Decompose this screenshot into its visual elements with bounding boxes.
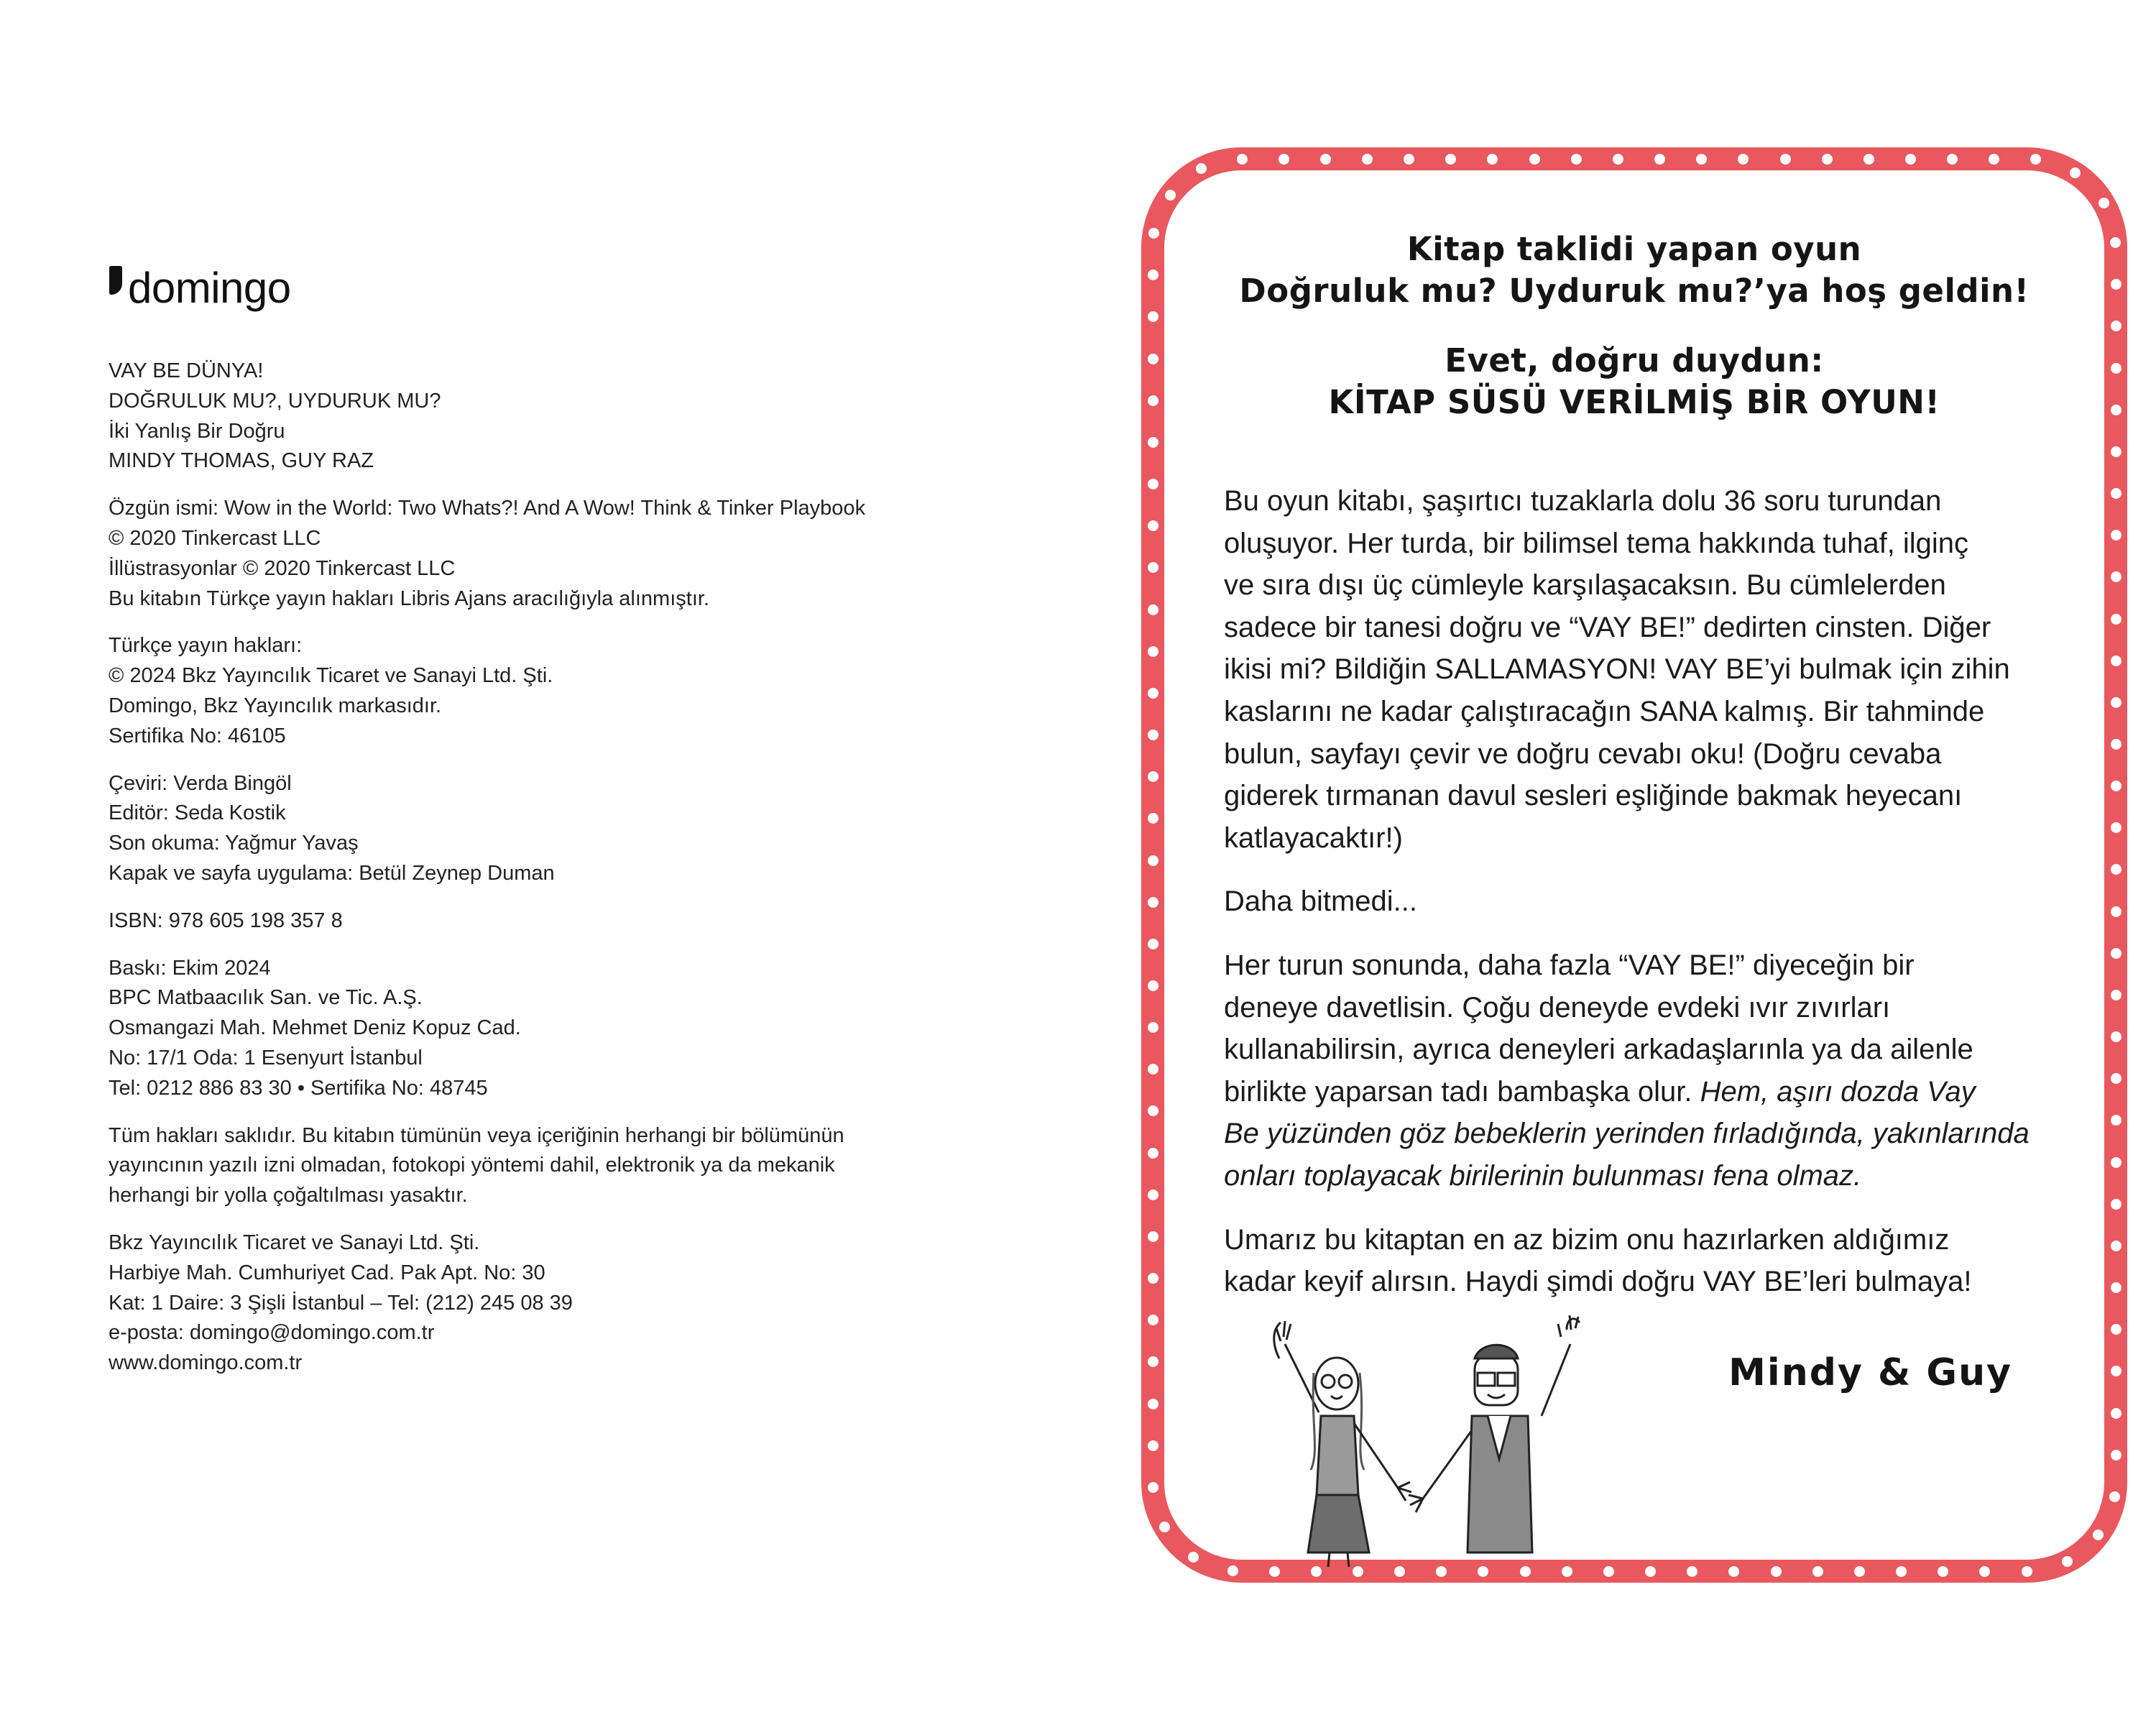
imprint-line: BPC Matbaacılık San. ve Tic. A.Ş. bbox=[109, 986, 423, 1010]
imprint-line: Son okuma: Yağmur Yavaş bbox=[109, 832, 359, 855]
headline-line: Evet, doğru duydun: bbox=[1445, 341, 1824, 380]
paragraph-line: ikisi mi? Bildiğin SALLAMASYON! VAY BE’yi bulmak için zihin bbox=[1224, 653, 2010, 686]
imprint-line: © 2020 Tinkercast LLC bbox=[109, 526, 321, 550]
imprint-line: Tüm hakları saklıdır. Bu kitabın tümünün veya içeriğinin herhangi bir bölümünün bbox=[109, 1123, 844, 1147]
paragraph-line: Umarız bu kitaptan en az bizim onu hazırlarken aldığımız bbox=[1224, 1223, 1950, 1256]
paragraph-line: kaslarını ne kadar çalıştıracağın SANA kalmış. Bir tahminde bbox=[1224, 695, 1985, 727]
imprint-line: Bu kitabın Türkçe yayın hakları Libris Ajans aracılığıyla alınmıştır. bbox=[109, 586, 710, 610]
imprint-line: No: 17/1 Oda: 1 Esenyurt İstanbul bbox=[109, 1046, 423, 1070]
imprint-line: DOĞRULUK MU?, UYDURUK MU? bbox=[109, 389, 441, 413]
imprint-line: ISBN: 978 605 198 357 8 bbox=[109, 908, 343, 932]
imprint-line: Harbiye Mah. Cumhuriyet Cad. Pak Apt. No: 30 bbox=[109, 1261, 545, 1284]
imprint-block bbox=[109, 954, 1043, 1104]
imprint-line: İki Yanlış Bir Doğru bbox=[109, 419, 285, 443]
guy-figure bbox=[1409, 1315, 1580, 1552]
intro-paragraph bbox=[1224, 944, 2058, 1197]
imprint-line: Editör: Seda Kostik bbox=[109, 801, 286, 825]
welcome-headline bbox=[1164, 229, 2104, 312]
intro-paragraph bbox=[1224, 880, 2058, 923]
logo-wordmark: domingo bbox=[128, 264, 291, 312]
imprint-line: e-posta: domingo@domingo.com.tr bbox=[109, 1321, 435, 1345]
imprint-line: Kapak ve sayfa uygulama: Betül Zeynep Duman bbox=[109, 861, 555, 885]
imprint-text bbox=[109, 356, 1043, 1396]
imprint-block bbox=[109, 494, 1043, 614]
paragraph-line: katlayacaktır!) bbox=[1224, 822, 1403, 854]
imprint-line: VAY BE DÜNYA! bbox=[109, 359, 264, 382]
paragraph-text: birlikte yaparsan tadı bambaşka olur. bbox=[1224, 1075, 1700, 1108]
imprint-line: Domingo, Bkz Yayıncılık markasıdır. bbox=[109, 694, 442, 717]
paragraph-line: kadar keyif alırsın. Haydi şimdi doğru VAY BE’leri bulmaya! bbox=[1224, 1266, 1972, 1298]
imprint-line: Türkçe yayın hakları: bbox=[109, 634, 303, 658]
paragraph-line: kullanabilirsin, ayrıca deneyleri arkadaşlarınla ya da ailenle bbox=[1224, 1034, 1973, 1066]
imprint-line: herhangi bir yolla çoğaltılması yasaktır. bbox=[109, 1184, 468, 1208]
paragraph-line: giderek tırmanan davul sesleri eşliğinde bakmak heyecanı bbox=[1224, 780, 1963, 812]
imprint-line: Sertifika No: 46105 bbox=[109, 724, 286, 748]
imprint-line: Çeviri: Verda Bingöl bbox=[109, 771, 292, 795]
imprint-line: MINDY THOMAS, GUY RAZ bbox=[109, 449, 374, 473]
intro-page bbox=[1078, 0, 2156, 1725]
imprint-line: Osmangazi Mah. Mehmet Deniz Kopuz Cad. bbox=[109, 1016, 521, 1040]
imprint-line: Kat: 1 Daire: 3 Şişli İstanbul – Tel: (212) 245 08 39 bbox=[109, 1291, 573, 1315]
paragraph-line: Her turun sonunda, daha fazla “VAY BE!” diyeceğin bir bbox=[1224, 949, 1915, 981]
imprint-line: www.domingo.com.tr bbox=[109, 1351, 303, 1375]
paragraph-line: sadece bir tanesi doğru ve “VAY BE!” dedirten cinsten. Diğer bbox=[1224, 611, 1991, 643]
intro-paragraph bbox=[1224, 1219, 2058, 1303]
imprint-block bbox=[109, 356, 1043, 477]
imprint-line: Bkz Yayıncılık Ticaret ve Sanayi Ltd. Şti. bbox=[109, 1230, 480, 1254]
paragraph-italic-text: Hem, aşırı dozda Vay bbox=[1700, 1075, 1976, 1108]
paragraph-line: deneye davetlisin. Çoğu deneyde evdeki ıvır zıvırları bbox=[1224, 991, 1891, 1024]
paragraph-line: oluşuyor. Her turda, bir bilimsel tema hakkında tuhaf, ilginç bbox=[1224, 527, 1969, 559]
imprint-line: Baskı: Ekim 2024 bbox=[109, 956, 271, 980]
paragraph-line: Daha bitmedi... bbox=[1224, 886, 1418, 918]
logo-mark-icon bbox=[109, 266, 122, 295]
paragraph-line: ve sıra dışı üç cümleyle karşılaşacaksın. Bu cümlelerden bbox=[1224, 569, 1946, 602]
headline-line: Doğruluk mu? Uyduruk mu?’ya hoş geldin! bbox=[1239, 272, 2030, 310]
imprint-block bbox=[109, 631, 1043, 751]
intro-body bbox=[1224, 480, 2058, 1325]
mindy-and-guy-illustration bbox=[1250, 1315, 1595, 1567]
imprint-block bbox=[109, 906, 1043, 937]
imprint-line: İllüstrasyonlar © 2020 Tinkercast LLC bbox=[109, 556, 456, 580]
headline-line: Kitap taklidi yapan oyun bbox=[1406, 230, 1862, 268]
intro-paragraph bbox=[1224, 480, 2058, 859]
paragraph-line: Bu oyun kitabı, şaşırtıcı tuzaklarla dolu 36 soru turundan bbox=[1224, 485, 1942, 517]
paragraph-line: bulun, sayfayı çevir ve doğru cevabı oku! (Doğru cevaba bbox=[1224, 737, 1942, 770]
imprint-line: © 2024 Bkz Yayıncılık Ticaret ve Sanayi Ltd. Şti. bbox=[109, 664, 553, 688]
imprint-line: Tel: 0212 886 83 30 • Sertifika No: 48745 bbox=[109, 1076, 488, 1100]
imprint-block bbox=[109, 769, 1043, 889]
imprint-line: yayıncının yazılı izni olmadan, fotokopi yöntemi dahil, elektronik ya da mekanik bbox=[109, 1154, 835, 1177]
mindy-figure bbox=[1274, 1321, 1411, 1567]
paragraph-italic-line: onları toplayacak birilerinin bulunması fena olmaz. bbox=[1224, 1159, 1862, 1192]
imprint-block bbox=[109, 1228, 1043, 1379]
signature: Mindy & Guy bbox=[1728, 1351, 2012, 1394]
imprint-line: Özgün ismi: Wow in the World: Two Whats?! And A Wow! Think & Tinker Playbook bbox=[109, 497, 866, 520]
imprint-block bbox=[109, 1121, 1043, 1211]
subheadline bbox=[1164, 340, 2104, 423]
headline-line: KİTAP SÜSÜ VERİLMİŞ BİR OYUN! bbox=[1328, 383, 1940, 421]
paragraph-line bbox=[1224, 1071, 2058, 1113]
paragraph-italic-line: Be yüzünden göz bebeklerin yerinden fırladığında, yakınlarında bbox=[1224, 1118, 2030, 1150]
